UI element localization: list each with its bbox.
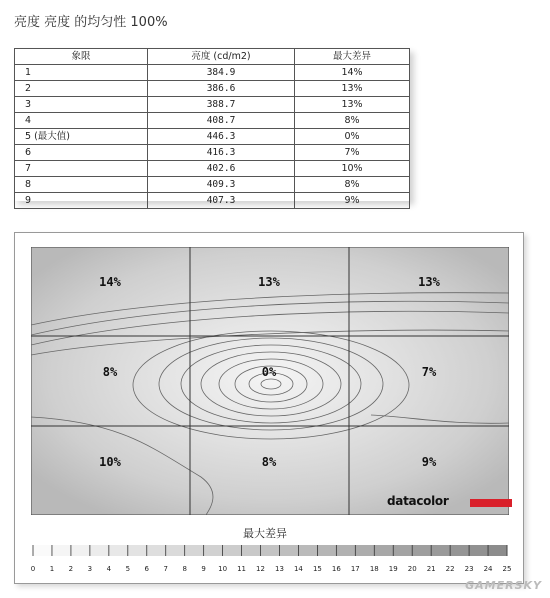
scale-tick-label: 2 <box>68 565 74 573</box>
table-row <box>15 97 410 113</box>
luminance-cell: 386.6 <box>148 81 295 97</box>
max-diff-cell: 9% <box>295 193 410 209</box>
scale-swatch <box>336 545 355 556</box>
scale-swatch <box>261 545 280 556</box>
max-diff-cell: 10% <box>295 161 410 177</box>
scale-swatch <box>317 545 336 556</box>
uniformity-table-card <box>14 48 410 206</box>
table-row <box>15 81 410 97</box>
scale-tick-label: 14 <box>293 565 303 573</box>
scale-swatch <box>109 545 128 556</box>
scale-tick-label: 24 <box>483 565 493 573</box>
scale-swatch <box>71 545 90 556</box>
scale-swatch <box>223 545 242 556</box>
scale-tick-label: 21 <box>426 565 436 573</box>
table-row <box>15 129 410 145</box>
scale-tick-label: 4 <box>106 565 112 573</box>
cell-4-pct: 8% <box>102 365 118 379</box>
datacolor-logo-bar <box>470 499 512 507</box>
scale-title: 最大差异 <box>243 527 287 540</box>
scale-swatch <box>279 545 298 556</box>
col-header-quadrant: 象限 <box>15 49 148 65</box>
scale-swatch <box>90 545 109 556</box>
uniformity-map-card <box>14 232 524 584</box>
cell-8-pct: 8% <box>261 455 277 469</box>
cell-9-pct: 9% <box>421 455 437 469</box>
scale-swatch <box>431 545 450 556</box>
scale-tick-label: 3 <box>87 565 93 573</box>
datacolor-logo: datacolor <box>387 494 449 508</box>
scale-swatch <box>185 545 204 556</box>
cell-1-pct: 14% <box>99 275 121 289</box>
table-row <box>15 177 410 193</box>
scale-swatch <box>298 545 317 556</box>
cell-2-pct: 13% <box>258 275 280 289</box>
table-row <box>15 145 410 161</box>
scale-swatch <box>488 545 507 556</box>
luminance-cell: 407.3 <box>148 193 295 209</box>
scale-swatch <box>166 545 185 556</box>
scale-swatch <box>450 545 469 556</box>
scale-bar <box>31 541 511 577</box>
scale-tick-label: 11 <box>237 565 247 573</box>
quadrant-cell: 5 (最大值) <box>15 129 148 145</box>
cell-5-pct: 0% <box>261 365 277 379</box>
scale-swatch <box>128 545 147 556</box>
cell-3-pct: 13% <box>418 275 440 289</box>
uniformity-contour-map <box>31 247 509 515</box>
table-row <box>15 113 410 129</box>
watermark: GAMERSKY <box>465 579 542 592</box>
scale-tick-label: 12 <box>256 565 265 573</box>
scale-swatch <box>355 545 374 556</box>
scale-tick-label: 0 <box>31 565 36 573</box>
max-diff-cell: 14% <box>295 65 410 81</box>
cell-6-pct: 7% <box>421 365 437 379</box>
max-diff-cell: 13% <box>295 81 410 97</box>
scale-tick-label: 1 <box>49 565 55 573</box>
scale-tick-label: 23 <box>464 565 474 573</box>
luminance-cell: 408.7 <box>148 113 295 129</box>
scale-tick-label: 22 <box>445 565 455 573</box>
luminance-cell: 384.9 <box>148 65 295 81</box>
scale-tick-label: 10 <box>218 565 228 573</box>
col-header-max-diff: 最大差异 <box>295 49 410 65</box>
scale-tick-label: 8 <box>182 565 187 573</box>
col-header-luminance: 亮度 (cd/m2) <box>148 49 295 65</box>
scale-tick-label: 16 <box>331 565 341 573</box>
max-diff-cell: 0% <box>295 129 410 145</box>
max-diff-cell: 7% <box>295 145 410 161</box>
scale-swatch <box>242 545 261 556</box>
scale-tick-label: 7 <box>163 565 168 573</box>
quadrant-cell: 3 <box>15 97 148 113</box>
scale-tick-label: 20 <box>407 565 417 573</box>
scale-tick-label: 9 <box>201 565 206 573</box>
quadrant-cell: 9 <box>15 193 148 209</box>
uniformity-table <box>14 48 410 209</box>
scale-tick-label: 25 <box>502 565 511 573</box>
quadrant-cell: 4 <box>15 113 148 129</box>
quadrant-cell: 8 <box>15 177 148 193</box>
scale-swatch <box>33 545 52 556</box>
luminance-cell: 409.3 <box>148 177 295 193</box>
scale-tick-label: 6 <box>144 565 149 573</box>
scale-swatch <box>374 545 393 556</box>
table-header-row <box>15 49 410 65</box>
scale-tick-label: 13 <box>275 565 284 573</box>
max-diff-cell: 8% <box>295 113 410 129</box>
luminance-cell: 388.7 <box>148 97 295 113</box>
scale-tick-label: 19 <box>388 565 398 573</box>
luminance-cell: 402.6 <box>148 161 295 177</box>
scale-swatch <box>393 545 412 556</box>
max-diff-cell: 8% <box>295 177 410 193</box>
scale-tick-label: 15 <box>312 565 322 573</box>
scale-tick-label: 5 <box>125 565 131 573</box>
quadrant-cell: 1 <box>15 65 148 81</box>
quadrant-cell: 2 <box>15 81 148 97</box>
quadrant-cell: 7 <box>15 161 148 177</box>
scale-swatch <box>412 545 431 556</box>
scale-swatch <box>52 545 71 556</box>
max-diff-cell: 13% <box>295 97 410 113</box>
luminance-cell: 446.3 <box>148 129 295 145</box>
table-row <box>15 161 410 177</box>
quadrant-cell: 6 <box>15 145 148 161</box>
luminance-cell: 416.3 <box>148 145 295 161</box>
scale-swatch <box>147 545 166 556</box>
cell-7-pct: 10% <box>99 455 121 469</box>
scale-swatch <box>204 545 223 556</box>
table-row <box>15 193 410 209</box>
scale-swatch <box>469 545 488 556</box>
scale-tick-label: 18 <box>369 565 379 573</box>
table-row <box>15 65 410 81</box>
scale-tick-label: 17 <box>350 565 360 573</box>
page-title: 亮度 亮度 的均匀性 100% <box>14 15 168 30</box>
